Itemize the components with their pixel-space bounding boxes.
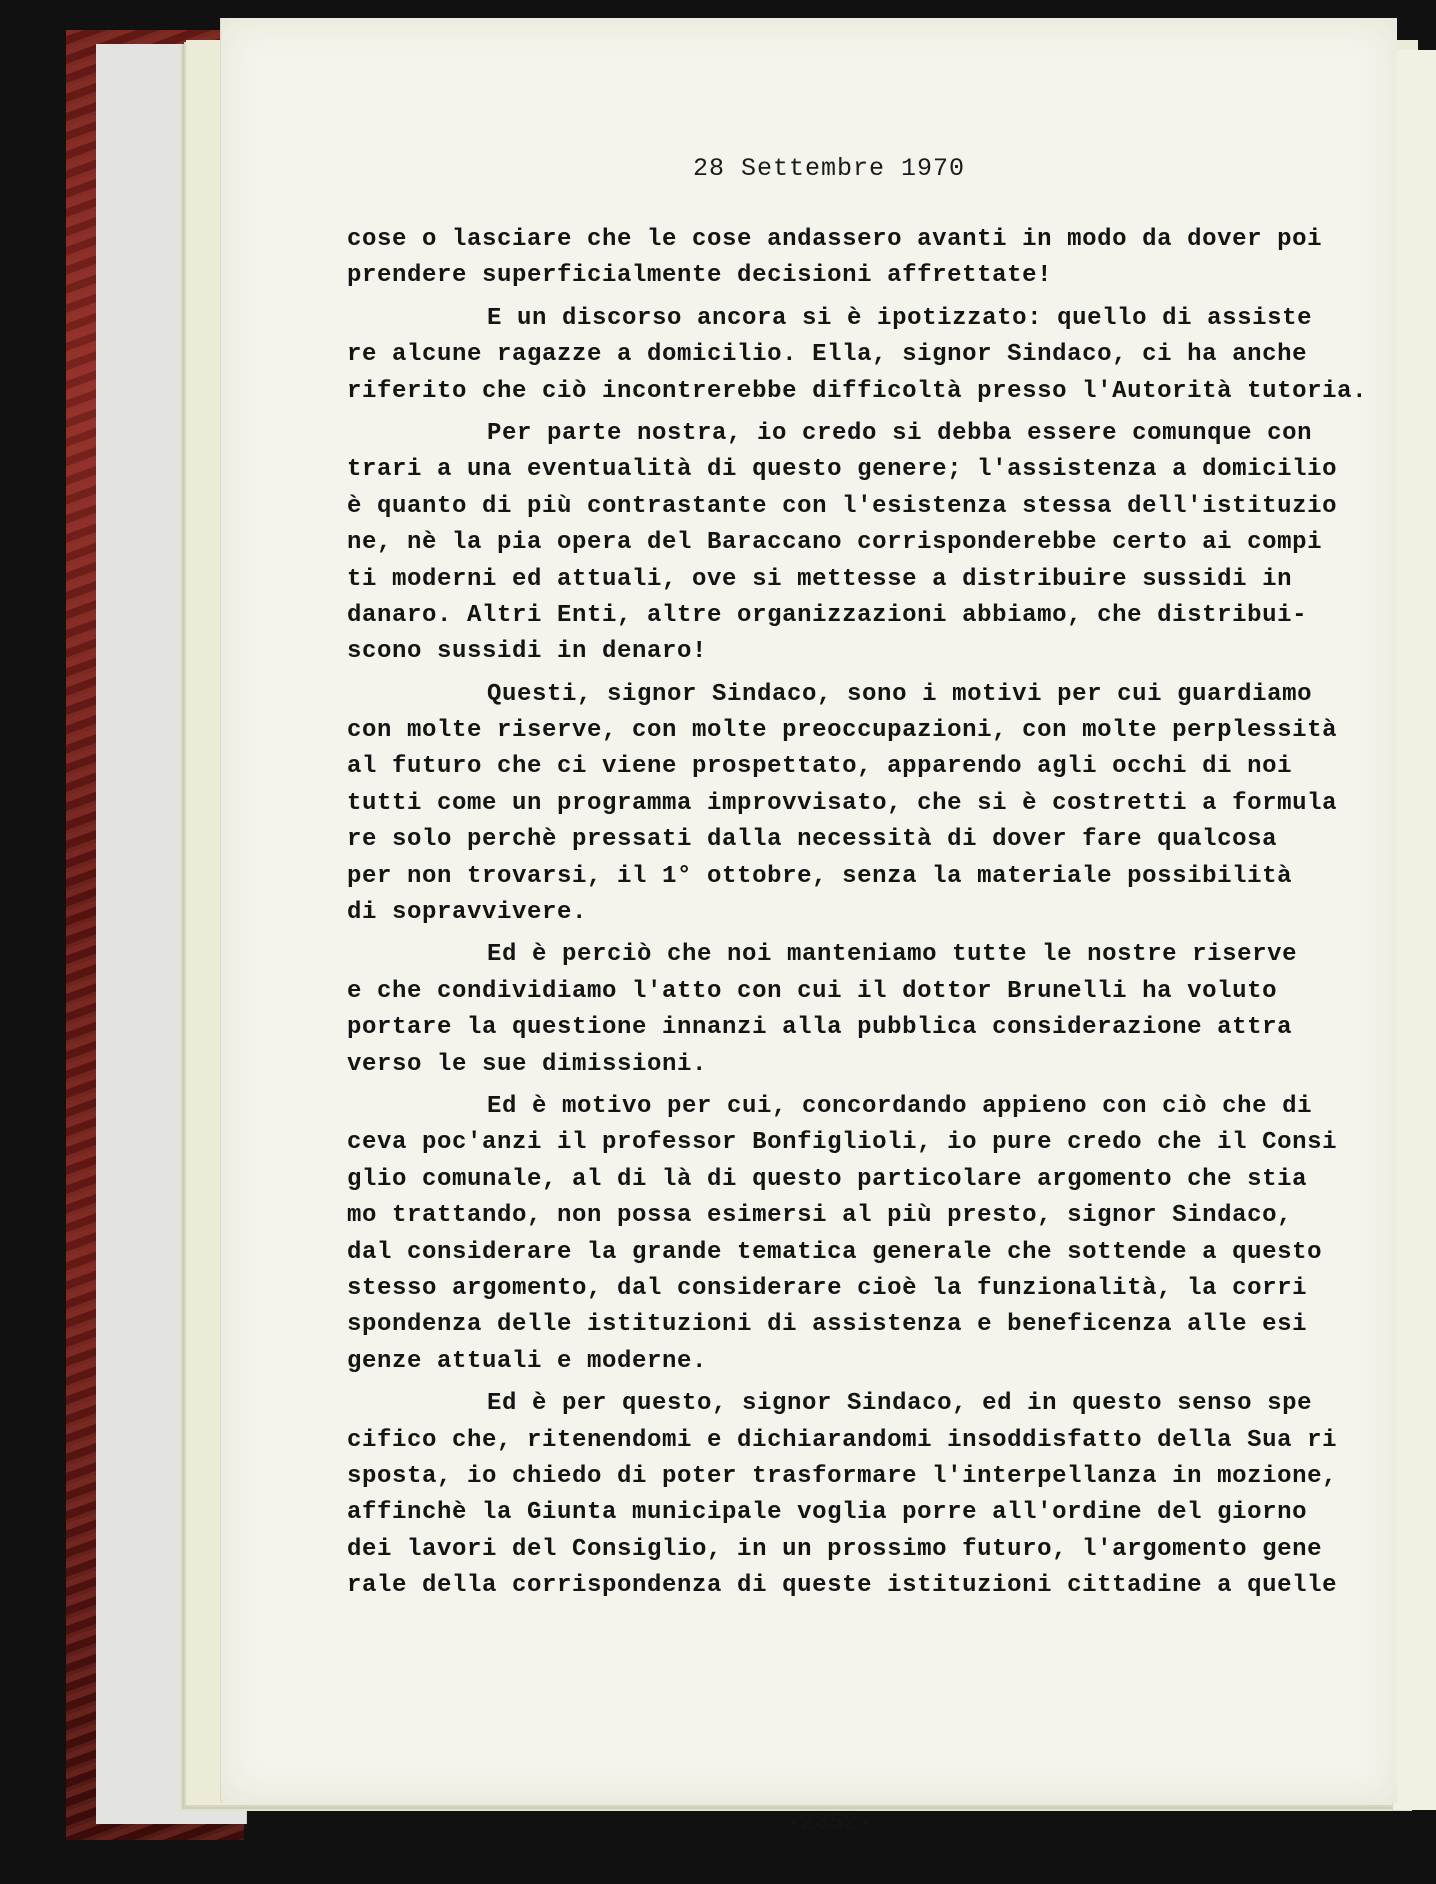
- text-line: ceva poc'anzi il professor Bonfiglioli, io pure credo che il Consi: [347, 1129, 1338, 1157]
- page-header-date: 28 Settembre 1970: [692, 154, 966, 183]
- text-line: al futuro che ci viene prospettato, apparendo agli occhi di noi: [347, 753, 1293, 781]
- text-line: Per parte nostra, io credo si debba essere comunque con: [487, 419, 1313, 447]
- text-line: re alcune ragazze a domicilio. Ella, signor Sindaco, ci ha anche: [347, 341, 1308, 369]
- text-line: con molte riserve, con molte preoccupazioni, con molte perplessità: [347, 717, 1338, 745]
- text-line: cifico che, ritenendomi e dichiarandomi insoddisfatto della Sua ri: [347, 1426, 1338, 1454]
- text-line: scono sussidi in denaro!: [347, 638, 708, 666]
- text-line: verso le sue dimissioni.: [347, 1050, 708, 1078]
- text-line: genze attuali e moderne.: [347, 1347, 708, 1375]
- text-line: re solo perchè pressati dalla necessità di dover fare qualcosa: [347, 826, 1278, 854]
- text-line: ti moderni ed attuali, ove si mettesse a distribuire sussidi in: [347, 565, 1293, 593]
- text-line: E un discorso ancora si è ipotizzato: quello di assiste: [487, 304, 1313, 332]
- text-line: di sopravvivere.: [347, 899, 588, 927]
- page-number: -2852-: [785, 1810, 873, 1837]
- text-line: dal considerare la grande tematica generale che sottende a questo: [347, 1238, 1323, 1266]
- text-line: Questi, signor Sindaco, sono i motivi per cui guardiamo: [487, 680, 1313, 708]
- text-line: Ed è motivo per cui, concordando appieno con ciò che di: [487, 1092, 1313, 1120]
- text-line: tutti come un programma improvvisato, che si è costretti a formula: [347, 789, 1338, 817]
- text-line: Ed è perciò che noi manteniamo tutte le nostre riserve: [487, 941, 1298, 969]
- text-line: glio comunale, al di là di questo particolare argomento che stia: [347, 1165, 1308, 1193]
- text-line: prendere superficialmente decisioni affrettate!: [347, 262, 1053, 290]
- text-line: e che condividiamo l'atto con cui il dottor Brunelli ha voluto: [347, 977, 1278, 1005]
- text-line: dei lavori del Consiglio, in un prossimo futuro, l'argomento gene: [347, 1535, 1323, 1563]
- body-text: [347, 222, 1368, 1604]
- text-line: Ed è per questo, signor Sindaco, ed in questo senso spe: [487, 1390, 1313, 1418]
- text-line: trari a una eventualità di questo genere; l'assistenza a domicilio: [347, 456, 1338, 484]
- text-line: danaro. Altri Enti, altre organizzazioni abbiamo, che distribui-: [347, 601, 1308, 629]
- text-line: spondenza delle istituzioni di assistenza e beneficenza alle esi: [347, 1311, 1308, 1339]
- text-line: mo trattando, non possa esimersi al più presto, signor Sindaco,: [347, 1202, 1293, 1230]
- text-line: ne, nè la pia opera del Baraccano corrisponderebbe certo ai compi: [347, 529, 1323, 557]
- text-line: per non trovarsi, il 1° ottobre, senza la materiale possibilità: [347, 862, 1293, 890]
- text-line: è quanto di più contrastante con l'esistenza stessa dell'istituzio: [347, 492, 1338, 520]
- text-line: cose o lasciare che le cose andassero avanti in modo da dover poi: [347, 226, 1323, 253]
- text-line: portare la questione innanzi alla pubblica considerazione attra: [347, 1014, 1293, 1042]
- text-line: affinchè la Giunta municipale voglia porre all'ordine del giorno: [347, 1499, 1308, 1527]
- text-line: rale della corrispondenza di queste istituzioni cittadine a quelle: [347, 1572, 1338, 1600]
- text-line: riferito che ciò incontrerebbe difficoltà presso l'Autorità tutoria.: [347, 377, 1368, 405]
- facing-page-edge: [1392, 50, 1436, 1810]
- text-line: stesso argomento, dal considerare cioè la funzionalità, la corri: [347, 1274, 1308, 1302]
- text-line: sposta, io chiedo di poter trasformare l'interpellanza in mozione,: [347, 1462, 1338, 1490]
